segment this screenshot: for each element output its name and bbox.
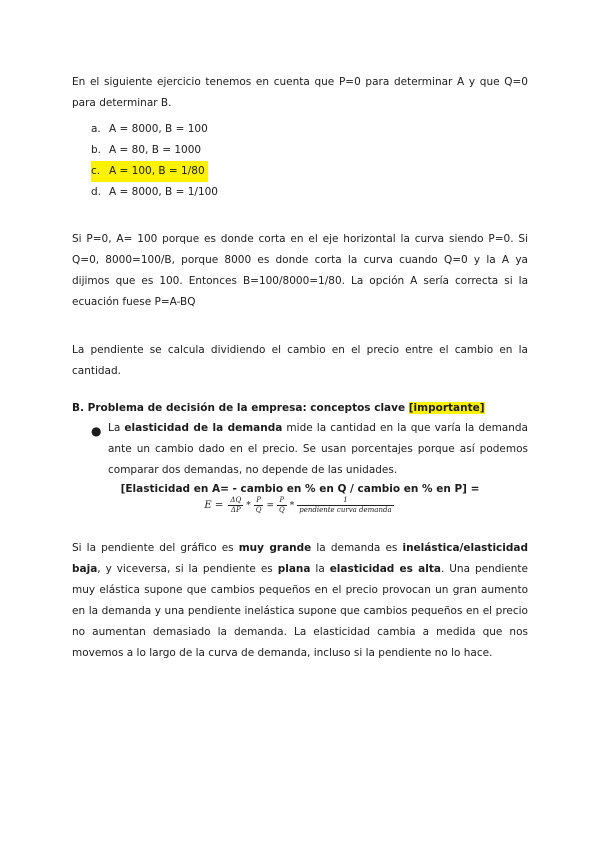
fraction-denominator: ΔP [230,506,241,514]
conclusion-bold-term: inelástica/elasticidad baja [72,542,528,575]
section-heading-tag: [importante] [408,402,485,414]
explanation-paragraph: Si P=0, A= 100 porque es donde corta en el eje horizontal la curva siendo P=0. Si Q=0, 8000=100/B, porque 8000 es donde corta la curva cuando Q=0 y la A ya dijimos que es 100. Entonces B=100/8000=1/80. La opción A sería correcta si la ecuación fuese P=A-BQ [72,233,528,308]
conclusion-bold-term: plana [277,563,311,575]
conclusion-bold-term: muy grande [238,542,312,554]
formula-fraction-slope [297,496,393,515]
section-heading [72,398,485,419]
conclusion-paragraph [72,538,528,664]
bullet-pre: La [108,422,125,434]
fraction-denominator: Q [278,506,285,514]
fraction-numerator: P [277,496,287,506]
option-label: b. [91,144,102,156]
conclusion-bold-term: elasticidad es alta [329,563,441,575]
formula-operator: * [289,500,295,511]
conclusion-text: . Una pendiente muy elástica supone que cambios pequeños en el precio provocan un gran aumento en la demanda y una pendiente inelástica supone que cambios pequeños en el precio no aumentan demasiado la demanda. La elasticidad cambia a medida que nos movemos a lo largo de la curva de demanda, incluso si la pendiente no lo hace. [72,563,528,659]
bullet-bold-term: elasticidad de la demanda [124,422,283,434]
conclusion-text: , y viceversa, si la pendiente es [97,563,278,575]
formula-operator: * [246,500,251,511]
formula-fraction-pq-2 [277,496,287,515]
elasticity-formula [0,496,600,515]
section-heading-text: B. Problema de decisión de la empresa: conceptos clave [72,402,406,414]
option-c-highlighted [91,161,208,182]
option-text: A = 100, B = 1/80 [109,165,205,177]
bullet-paragraph [108,418,528,481]
fraction-numerator: 1 [297,496,393,506]
option-a [91,119,208,140]
bullet-post: mide la cantidad en la que varía la demanda ante un cambio dado en el precio. Se usan porcentajes porque así podemos comparar dos demandas, no depende de las unidades. [108,422,528,476]
option-b [91,140,201,161]
formula-title: [Elasticidad en A= - cambio en % en Q / cambio en % en P] = [120,483,480,495]
fraction-denominator: pendiente curva demanda [299,506,392,514]
option-label: d. [91,186,102,198]
option-label: c. [91,165,101,177]
fraction-numerator: ΔQ [230,496,242,504]
slope-paragraph: La pendiente se calcula dividiendo el cambio en el precio entre el cambio en la cantidad. [72,344,528,377]
bullet-marker: ● [91,424,102,438]
formula-lhs: E = [204,500,224,511]
option-text: A = 80, B = 1000 [109,144,202,156]
option-d [91,182,218,203]
option-text: A = 8000, B = 1/100 [109,186,218,198]
formula-operator: = [266,500,274,511]
option-label: a. [91,123,101,135]
conclusion-text: la demanda es [311,542,403,554]
formula-fraction-pq [254,496,264,515]
conclusion-text: la [310,563,330,575]
option-text: A = 8000, B = 100 [109,123,208,135]
formula-fraction-delta [228,496,243,515]
intro-paragraph: En el siguiente ejercicio tenemos en cuenta que P=0 para determinar A y que Q=0 para determinar B. [72,76,528,109]
fraction-numerator: P [254,496,264,506]
conclusion-text: Si la pendiente del gráfico es [72,542,239,554]
fraction-denominator: Q [255,506,262,514]
